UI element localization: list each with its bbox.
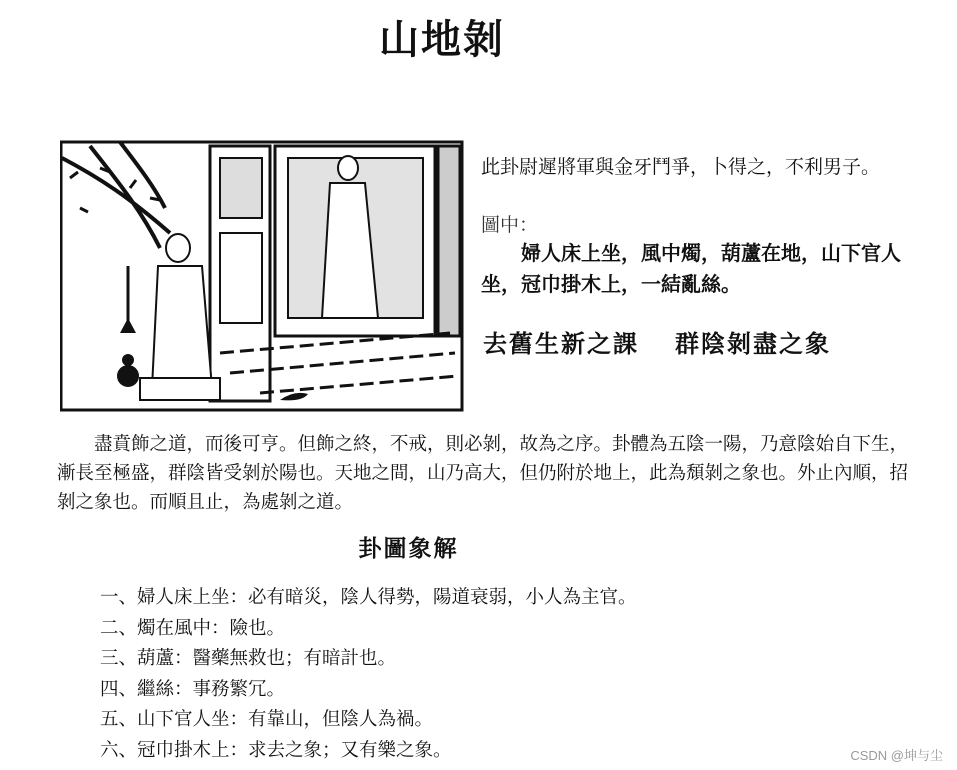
motto-right: 群陰剝盡之象 <box>675 329 831 358</box>
interpretation-list <box>100 583 637 766</box>
woodcut-illustration <box>60 138 464 412</box>
commentary-paragraph: 盡賁飾之道，而後可亨。但飾之終，不戒，則必剝，故為之序。卦體為五陰一陽，乃意陰始自下生，漸長至極盛，群陰皆受剝於陽也。天地之間，山乃高大，但仍附於地上，此為頹剝之象也。外止內順，招剝之象也。而順且止，為處剝之道。 <box>57 434 909 513</box>
list-item: 五、山下官人坐：有靠山，但陰人為禍。 <box>100 709 434 730</box>
page-title: 山地剝 <box>379 16 505 63</box>
motto-left: 去舊生新之課 <box>483 329 639 358</box>
list-item: 二、燭在風中：險也。 <box>100 617 286 639</box>
figure-description: 婦人床上坐，風中燭，葫蘆在地，山下官人坐，冠巾掛木上，一結亂絲。 <box>481 241 901 296</box>
list-item: 三、葫蘆：醫藥無救也；有暗計也。 <box>100 648 397 669</box>
figure-label: 圖中： <box>481 214 539 236</box>
motto <box>483 324 831 359</box>
list-item: 四、繼絲：事務繁冗。 <box>100 678 286 700</box>
list-item: 六、冠巾掛木上：求去之象；又有樂之象。 <box>100 739 452 761</box>
hexagram-caption: 此卦尉遲將軍與金牙鬥爭，卜得之，不利男子。 <box>481 156 881 178</box>
watermark: CSDN @坤与尘 <box>850 748 943 763</box>
section-heading: 卦圖象解 <box>358 535 459 562</box>
list-item: 一、婦人床上坐：必有暗災，陰人得勢，陽道衰弱，小人為主官。 <box>100 587 637 608</box>
